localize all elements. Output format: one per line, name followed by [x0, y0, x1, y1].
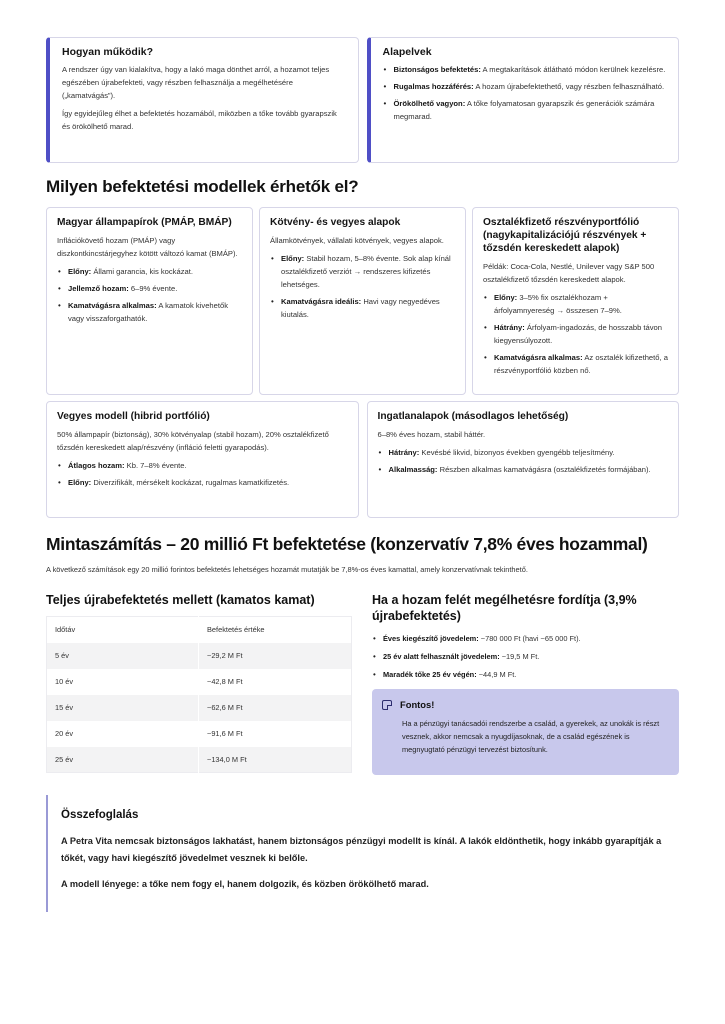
item-label: Jellemző hozam:: [68, 284, 129, 293]
model-desc: 50% állampapír (biztonság), 30% kötvényalap (stabil hozam), 20% osztalékfizető tőzsdén kereskedett alap/részvény (infláció feletti gyarapodás).: [57, 430, 329, 452]
item-text: ~44,9 M Ft.: [476, 670, 517, 679]
item-text: A tőke folyamatosan gyarapszik és generációk számára megmarad.: [393, 99, 655, 121]
list-item: [372, 650, 679, 663]
how-it-works-paragraph: Így egyidejűleg élhet a befektetés hozamából, miközben a tőke tovább gyarapszik és örökölhető marad.: [62, 109, 337, 131]
model-card-dividend-stocks: [472, 207, 679, 395]
intro-cards: [46, 37, 679, 163]
notice-text: Ha a pénzügyi tanácsadói rendszerbe a család, a gyerekek, az unokák is részt vesznek, akkor nemcsak a nyugdíjasoknak, de a család egészének is megnyugtató pénzügyi tervezést biztosítunk.: [402, 719, 660, 754]
item-label: 25 év alatt felhasznált jövedelem:: [383, 652, 500, 661]
list-item: [57, 459, 348, 472]
item-label: Előny:: [494, 293, 518, 302]
calculation-heading: Mintaszámítás – 20 millió Ft befektetése (konzervatív 7,8% éves hozammal): [46, 534, 648, 554]
list-item: [483, 321, 668, 347]
note-icon: [382, 700, 392, 710]
principles-title: Alapelvek: [382, 46, 432, 58]
list-item: [372, 632, 679, 645]
list-item: [270, 252, 455, 291]
table-row: [47, 721, 352, 747]
list-item: [383, 80, 667, 93]
list-item: [483, 291, 668, 317]
table-row: [47, 643, 352, 669]
principles-card: [367, 37, 680, 163]
model-desc: 6–8% éves hozam, stabil háttér.: [377, 430, 486, 439]
item-text: A kamatok kivehetők vagy visszaforgathatók.: [68, 301, 228, 323]
model-title: Magyar állampapírok (PMÁP, BMÁP): [57, 217, 232, 228]
table-row: [47, 669, 352, 695]
item-text: Havi vagy negyedéves kiutalás.: [281, 297, 440, 319]
cell-period: 10 év: [47, 669, 199, 695]
half-income-section: [372, 592, 679, 775]
list-item: [372, 668, 679, 681]
how-it-works-paragraph: A rendszer úgy van kialakítva, hogy a lakó maga dönthet arról, a hozamot teljes egészében újrabefekteti, vagy részben felhasználja a megélhetésére („kamatvágás”).: [62, 65, 330, 100]
cell-value: ~134,0 M Ft: [199, 747, 352, 773]
item-label: Örökölhető vagyon:: [393, 99, 466, 108]
document-page: [46, 37, 679, 912]
summary-title: Összefoglalás: [61, 809, 139, 821]
list-item: [383, 97, 667, 123]
reinvest-section: [46, 592, 352, 775]
summary-paragraph: A modell lényege: a tőke nem fogy el, hanem dolgozik, és közben örökölhető marad.: [61, 879, 429, 889]
item-label: Rugalmas hozzáférés:: [393, 82, 474, 91]
column-header-period: Időtáv: [47, 617, 199, 643]
cell-period: 5 év: [47, 643, 199, 669]
list-item: [57, 476, 348, 489]
table-header-row: [47, 617, 352, 643]
item-text: 3–5% fix osztalékhozam + árfolyamnyereség → összesen 7–9%.: [494, 293, 622, 315]
item-label: Éves kiegészítő jövedelem:: [383, 634, 479, 643]
list-item: [483, 351, 668, 377]
item-text: 6–9% évente.: [128, 284, 178, 293]
how-it-works-card: [46, 37, 359, 163]
calculation-section: [46, 592, 679, 775]
list-item: [383, 63, 667, 76]
model-desc: Inflációkövető hozam (PMÁP) vagy diszkontkincstárjegyhez kötött változó kamat (BMÁP).: [57, 236, 238, 258]
models-grid-top: [46, 207, 679, 395]
item-text: ~19,5 M Ft.: [499, 652, 540, 661]
half-income-title: Ha a hozam felét megélhetésre fordítja (3,9% újrabefektetés): [372, 593, 637, 623]
model-desc: Államkötvények, vállalati kötvények, vegyes alapok.: [270, 236, 444, 245]
list-item: [57, 265, 242, 278]
item-text: A hozam újrabefektethető, vagy részben felhasználható.: [473, 82, 665, 91]
notice-header: [382, 699, 667, 710]
notice-title: Fontos!: [400, 699, 435, 710]
item-text: Kevésbé likvid, bizonyos években gyengébb teljesítmény.: [419, 448, 615, 457]
cell-period: 25 év: [47, 747, 199, 773]
calculation-intro: A következő számítások egy 20 millió forintos befektetés lehetséges hozamát mutatják be 7,8%-os éves kamattal, amely konzervatívnak tekinthető.: [46, 565, 528, 574]
item-label: Alkalmasság:: [388, 465, 438, 474]
half-income-list: [372, 632, 679, 681]
item-label: Kamatvágásra alkalmas:: [494, 353, 583, 362]
item-label: Kamatvágásra alkalmas:: [68, 301, 157, 310]
model-desc: Példák: Coca-Cola, Nestlé, Unilever vagy S&P 500 osztalékfizető tőzsdén kereskedett alapok.: [483, 262, 655, 284]
item-text: Kb. 7–8% évente.: [124, 461, 187, 470]
summary-paragraph: A Petra Vita nemcsak biztonságos lakhatást, hanem biztonságos pénzügyi modellt is kínál. A lakók eldönthetik, hogy inkább gyarapítják a tőkét, vagy havi kiegészítő jövedelmet vesznek ki belőle.: [61, 836, 662, 863]
item-label: Előny:: [68, 267, 92, 276]
item-text: Diverzifikált, mérsékelt kockázat, rugalmas kamatkifizetés.: [91, 478, 290, 487]
item-label: Előny:: [281, 254, 305, 263]
cell-period: 20 év: [47, 721, 199, 747]
item-label: Biztonságos befektetés:: [393, 65, 481, 74]
column-header-value: Befektetés értéke: [199, 617, 352, 643]
item-label: Hátrány:: [388, 448, 420, 457]
cell-value: ~42,8 M Ft: [199, 669, 352, 695]
cell-value: ~91,6 M Ft: [199, 721, 352, 747]
model-card-bond-funds: [259, 207, 466, 395]
model-title: Osztalékfizető részvényportfólió (nagykapitalizációjú részvények + tőzsdén kereskedett alapok): [483, 217, 647, 254]
model-list: [57, 459, 348, 489]
cell-value: ~62,6 M Ft: [199, 695, 352, 721]
how-it-works-title: Hogyan működik?: [62, 46, 154, 58]
reinvest-title: Teljes újrabefektetés mellett (kamatos kamat): [46, 593, 315, 607]
list-item: [270, 295, 455, 321]
list-item: [378, 446, 669, 459]
item-label: Maradék tőke 25 év végén:: [383, 670, 477, 679]
item-label: Előny:: [68, 478, 92, 487]
item-text: Részben alkalmas kamatvágásra (osztalékfizetés formájában).: [437, 465, 651, 474]
model-card-state-bonds: [46, 207, 253, 395]
table-row: [47, 747, 352, 773]
model-list: [483, 291, 668, 377]
model-list: [378, 446, 669, 476]
item-text: Stabil hozam, 5–8% évente. Sok alap kínál osztalékfizető verziót → rendszeres kifizetés lehetséges.: [281, 254, 451, 289]
list-item: [378, 463, 669, 476]
model-list: [270, 252, 455, 321]
model-list: [57, 265, 242, 325]
model-title: Kötvény- és vegyes alapok: [270, 217, 401, 228]
item-label: Hátrány:: [494, 323, 525, 332]
projection-table: [46, 616, 352, 773]
item-text: Állami garancia, kis kockázat.: [91, 267, 193, 276]
item-text: Árfolyam-ingadozás, de hosszabb távon kiegyensúlyozott.: [494, 323, 663, 345]
principles-list: [383, 63, 667, 123]
item-label: Átlagos hozam:: [68, 461, 125, 470]
model-title: Ingatlanalapok (másodlagos lehetőség): [377, 411, 569, 422]
model-card-real-estate: [367, 401, 680, 518]
list-item: [57, 299, 242, 325]
model-title: Vegyes modell (hibrid portfólió): [57, 411, 210, 422]
list-item: [57, 282, 242, 295]
item-text: Az osztalék kifizethető, a részvényportfólió közben nő.: [494, 353, 668, 375]
cell-value: ~29,2 M Ft: [199, 643, 352, 669]
models-heading: Milyen befektetési modellek érhetők el?: [46, 177, 359, 196]
item-text: ~780 000 Ft (havi ~65 000 Ft).: [478, 634, 581, 643]
cell-period: 15 év: [47, 695, 199, 721]
important-notice: [372, 689, 679, 775]
summary-block: [46, 795, 679, 912]
models-grid-bottom: [46, 401, 679, 518]
table-row: [47, 695, 352, 721]
item-text: A megtakarítások átlátható módon kerülnek kezelésre.: [480, 65, 666, 74]
model-card-hybrid: [46, 401, 359, 518]
item-label: Kamatvágásra ideális:: [281, 297, 362, 306]
